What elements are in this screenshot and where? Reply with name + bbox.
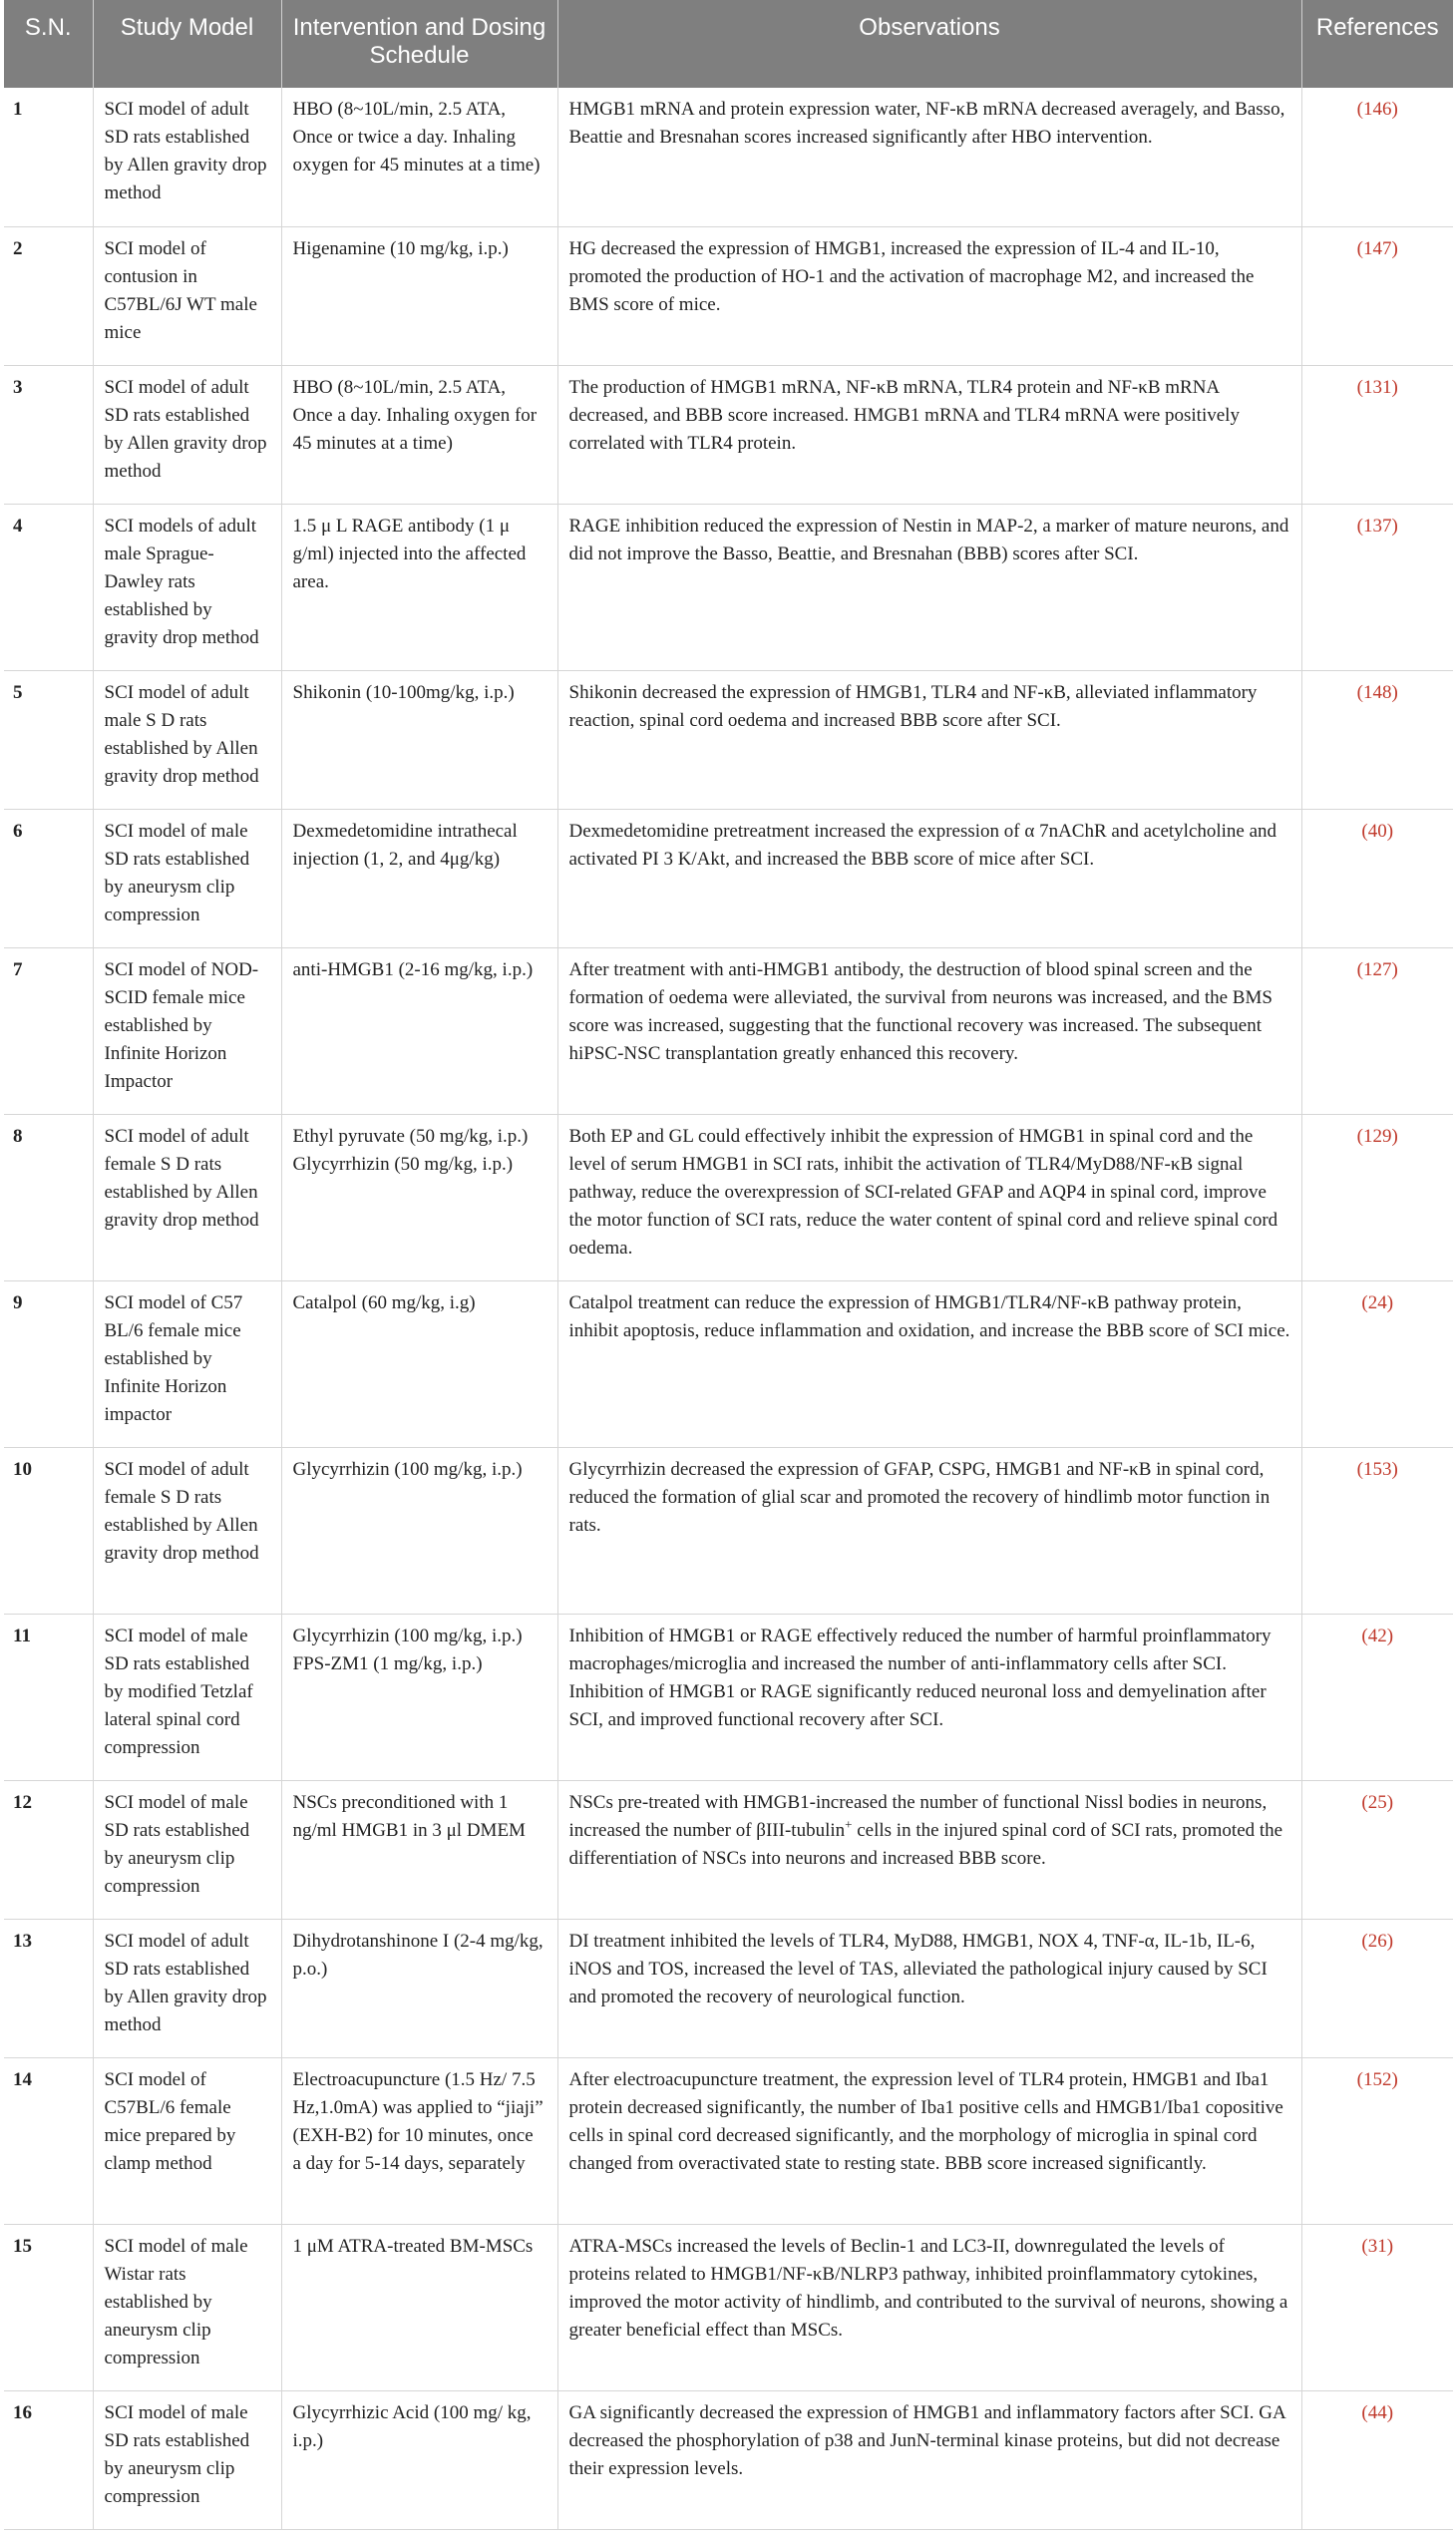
row-intervention (281, 1280, 557, 1447)
row-observations: Catalpol treatment can reduce the expression of HMGB1/TLR4/NF-κB pathway protein, inhibit apoptosis, reduce inflammation and oxidation, and increase the BBB score of SCI mice. (557, 1280, 1301, 1447)
row-reference-link[interactable]: (153) (1301, 1447, 1453, 1614)
row-observations: Dexmedetomidine pretreatment increased the expression of α 7nAChR and acetylcholine and activated PI 3 K/Akt, and increased the BBB score of mice after SCI. (557, 809, 1301, 947)
header-row (4, 0, 1453, 88)
table-row (4, 1114, 1453, 1280)
intervention-line: anti-HMGB1 (2-16 mg/kg, i.p.) (292, 958, 534, 980)
intervention-line: Glycyrrhizic Acid (100 mg/ kg, i.p.) (292, 2401, 532, 2451)
table-row (4, 88, 1453, 226)
row-intervention (281, 365, 557, 504)
row-intervention (281, 1614, 557, 1780)
table-row (4, 226, 1453, 365)
table-row (4, 1280, 1453, 1447)
row-intervention (281, 226, 557, 365)
intervention-line: Dexmedetomidine intrathecal injection (1, 2, and 4μg/kg) (292, 820, 518, 870)
row-reference-link[interactable]: (42) (1301, 1614, 1453, 1780)
row-study-model: SCI model of NOD-SCID female mice established by Infinite Horizon Impactor (93, 947, 281, 1114)
row-reference-link[interactable]: (129) (1301, 1114, 1453, 1280)
table-row (4, 1919, 1453, 2057)
row-observations: DI treatment inhibited the levels of TLR4, MyD88, HMGB1, NOX 4, TNF-α, IL-1b, IL-6, iNOS and TOS, increased the level of TAS, alleviated the pathological injury caused by SCI and promoted the recovery of neurological function. (557, 1919, 1301, 2057)
row-observations: ATRA-MSCs increased the levels of Beclin-1 and LC3-II, downregulated the levels of proteins related to HMGB1/NF-κB/NLRP3 pathway, inhibited proinflammatory cytokines, improved the motor activity of hindlimb, and contributed to the survival of neurons, showing a greater beneficial effect than MSCs. (557, 2224, 1301, 2390)
row-study-model: SCI model of male SD rats established by aneurysm clip compression (93, 1780, 281, 1919)
row-sn: 8 (13, 1125, 23, 1147)
row-study-model: SCI model of adult SD rats established by Allen gravity drop method (93, 1919, 281, 2057)
row-intervention (281, 1780, 557, 1919)
row-reference-link[interactable]: (127) (1301, 947, 1453, 1114)
intervention-line: Higenamine (10 mg/kg, i.p.) (292, 237, 509, 259)
row-sn: 7 (13, 958, 23, 980)
row-reference-link[interactable]: (146) (1301, 88, 1453, 226)
row-intervention (281, 2224, 557, 2390)
row-sn: 15 (13, 2235, 32, 2257)
row-sn: 2 (13, 237, 23, 259)
row-sn: 1 (13, 99, 23, 120)
row-intervention (281, 670, 557, 809)
row-sn: 11 (13, 1625, 31, 1646)
row-observations: RAGE inhibition reduced the expression of Nestin in MAP-2, a marker of mature neurons, and did not improve the Basso, Beattie, and Bresnahan (BBB) scores after SCI. (557, 504, 1301, 670)
row-intervention (281, 947, 557, 1114)
intervention-line: Glycyrrhizin (50 mg/kg, i.p.) (292, 1153, 514, 1175)
row-observations: The production of HMGB1 mRNA, NF-κB mRNA, TLR4 protein and NF-κB mRNA decreased, and BBB score increased. HMGB1 mRNA and TLR4 mRNA were positively correlated with TLR4 protein. (557, 365, 1301, 504)
table-row (4, 2390, 1453, 2529)
intervention-line: 1.5 μ L RAGE antibody (1 μ g/ml) injected into the affected area. (292, 515, 527, 592)
observations-text: cells in the injured spinal cord of SCI rats, promoted the differentiation of NSCs into neurons and increased BBB score. (568, 1819, 1283, 1869)
row-sn: 14 (13, 2068, 32, 2090)
table-row (4, 2224, 1453, 2390)
row-reference-link[interactable]: (25) (1301, 1780, 1453, 1919)
intervention-line: Electroacupuncture (1.5 Hz/ 7.5 Hz,1.0mA) was applied to “jiaji” (EXH-B2) for 10 minutes, once a day for 5-14 days, separately (292, 2068, 544, 2174)
intervention-line: Glycyrrhizin (100 mg/kg, i.p.) (292, 1625, 523, 1646)
data-table (4, 0, 1453, 2530)
row-study-model: SCI model of C57 BL/6 female mice established by Infinite Horizon impactor (93, 1280, 281, 1447)
row-sn: 6 (13, 820, 23, 842)
table-row (4, 1447, 1453, 1614)
table-row (4, 1780, 1453, 1919)
row-intervention (281, 1114, 557, 1280)
row-study-model: SCI models of adult male Sprague-Dawley rats established by gravity drop method (93, 504, 281, 670)
header-observations: Observations (557, 0, 1301, 88)
row-intervention (281, 1919, 557, 2057)
row-observations: GA significantly decreased the expression of HMGB1 and inflammatory factors after SCI. GA decreased the phosphorylation of p38 and JunN-terminal kinase proteins, but did not decrease their expression levels. (557, 2390, 1301, 2529)
intervention-line: HBO (8~10L/min, 2.5 ATA, Once a day. Inhaling oxygen for 45 minutes at a time) (292, 376, 538, 454)
row-sn: 12 (13, 1791, 32, 1813)
intervention-line: FPS-ZM1 (1 mg/kg, i.p.) (292, 1652, 483, 1674)
row-study-model: SCI model of adult female S D rats established by Allen gravity drop method (93, 1114, 281, 1280)
intervention-line: NSCs preconditioned with 1 ng/ml HMGB1 in 3 μl DMEM (292, 1791, 526, 1841)
row-observations: After treatment with anti-HMGB1 antibody, the destruction of blood spinal screen and the formation of oedema were alleviated, the survival from neurons was increased, and the BMS score was increased, suggesting that the functional recovery was increased. The subsequent hiPSC-NSC transplantation greatly enhanced this recovery. (557, 947, 1301, 1114)
row-reference-link[interactable]: (24) (1301, 1280, 1453, 1447)
table-row (4, 809, 1453, 947)
row-sn: 13 (13, 1930, 32, 1952)
row-reference-link[interactable]: (148) (1301, 670, 1453, 809)
intervention-line: Shikonin (10-100mg/kg, i.p.) (292, 681, 515, 703)
row-study-model: SCI model of adult female S D rats established by Allen gravity drop method (93, 1447, 281, 1614)
row-intervention (281, 2057, 557, 2224)
row-sn: 5 (13, 681, 23, 703)
observations-text: NSCs pre-treated with HMGB1-increased the number of functional Nissl bodies in neurons, increased the number of βIII-tubulin (568, 1791, 1268, 1841)
row-intervention (281, 1447, 557, 1614)
row-reference-link[interactable]: (40) (1301, 809, 1453, 947)
row-observations (557, 1780, 1301, 1919)
row-study-model: SCI model of male SD rats established by aneurysm clip compression (93, 809, 281, 947)
row-reference-link[interactable]: (147) (1301, 226, 1453, 365)
superscript: + (845, 1816, 853, 1832)
row-intervention (281, 504, 557, 670)
table-row (4, 670, 1453, 809)
row-study-model: SCI model of male Wistar rats established by aneurysm clip compression (93, 2224, 281, 2390)
row-study-model: SCI model of adult male S D rats established by Allen gravity drop method (93, 670, 281, 809)
table-row (4, 504, 1453, 670)
intervention-line: Glycyrrhizin (100 mg/kg, i.p.) (292, 1458, 523, 1480)
row-observations: Glycyrrhizin decreased the expression of GFAP, CSPG, HMGB1 and NF-κB in spinal cord, reduced the formation of glial scar and promoted the recovery of hindlimb motor function in rats. (557, 1447, 1301, 1614)
row-reference-link[interactable]: (26) (1301, 1919, 1453, 2057)
intervention-line: Dihydrotanshinone I (2-4 mg/kg, p.o.) (292, 1930, 544, 1980)
row-observations: Inhibition of HMGB1 or RAGE effectively reduced the number of harmful proinflammatory macrophages/microglia and increased the number of anti-inflammatory cells after SCI. Inhibition of HMGB1 or RAGE significantly reduced neuronal loss and demyelination after SCI, and improved functional recovery after SCI. (557, 1614, 1301, 1780)
row-intervention (281, 2390, 557, 2529)
header-study-model: Study Model (93, 0, 281, 88)
row-intervention (281, 88, 557, 226)
table-row (4, 1614, 1453, 1780)
row-sn: 16 (13, 2401, 32, 2423)
row-observations: HG decreased the expression of HMGB1, increased the expression of IL-4 and IL-10, promoted the production of HO-1 and the activation of macrophage M2, and increased the BMS score of mice. (557, 226, 1301, 365)
row-reference-link[interactable]: (31) (1301, 2224, 1453, 2390)
intervention-line: Catalpol (60 mg/kg, i.g) (292, 1291, 476, 1313)
row-sn: 10 (13, 1458, 32, 1480)
row-observations: Both EP and GL could effectively inhibit the expression of HMGB1 in spinal cord and the level of serum HMGB1 in SCI rats, inhibit the activation of TLR4/MyD88/NF-κB signal pathway, reduce the overexpression of SCI-related GFAP and AQP4 in spinal cord, improve the motor function of SCI rats, reduce the water content of spinal cord and relieve spinal cord oedema. (557, 1114, 1301, 1280)
row-observations: After electroacupuncture treatment, the expression level of TLR4 protein, HMGB1 and Iba1 protein decreased significantly, the number of Iba1 positive cells and HMGB1/Iba1 copositive cells in spinal cord decreased significantly, and the morphology of microglia in spinal cord changed from overactivated state to resting state. BBB score increased significantly. (557, 2057, 1301, 2224)
row-study-model: SCI model of contusion in C57BL/6J WT male mice (93, 226, 281, 365)
header-references: References (1301, 0, 1453, 88)
row-study-model: SCI model of adult SD rats established by Allen gravity drop method (93, 88, 281, 226)
row-reference-link[interactable]: (131) (1301, 365, 1453, 504)
row-study-model: SCI model of male SD rats established by aneurysm clip compression (93, 2390, 281, 2529)
row-study-model: SCI model of adult SD rats established by Allen gravity drop method (93, 365, 281, 504)
table-row (4, 2057, 1453, 2224)
table-body (4, 88, 1453, 2529)
intervention-line: HBO (8~10L/min, 2.5 ATA, Once or twice a day. Inhaling oxygen for 45 minutes at a time) (292, 99, 541, 176)
row-intervention (281, 809, 557, 947)
row-observations: Shikonin decreased the expression of HMGB1, TLR4 and NF-κB, alleviated inflammatory reaction, spinal cord oedema and increased BBB score after SCI. (557, 670, 1301, 809)
row-sn: 3 (13, 376, 23, 398)
header-intervention: Intervention and Dosing Schedule (281, 0, 557, 88)
row-study-model: SCI model of C57BL/6 female mice prepared by clamp method (93, 2057, 281, 2224)
row-study-model: SCI model of male SD rats established by modified Tetzlaf lateral spinal cord compression (93, 1614, 281, 1780)
table-header (4, 0, 1453, 88)
row-reference-link[interactable]: (152) (1301, 2057, 1453, 2224)
intervention-line: 1 μM ATRA-treated BM-MSCs (292, 2235, 534, 2257)
table-row (4, 947, 1453, 1114)
row-reference-link[interactable]: (44) (1301, 2390, 1453, 2529)
header-sn: S.N. (4, 0, 93, 88)
table-row (4, 365, 1453, 504)
intervention-line: Ethyl pyruvate (50 mg/kg, i.p.) (292, 1125, 529, 1147)
row-sn: 9 (13, 1291, 23, 1313)
row-reference-link[interactable]: (137) (1301, 504, 1453, 670)
row-sn: 4 (13, 515, 23, 537)
row-observations: HMGB1 mRNA and protein expression water, NF-κB mRNA decreased averagely, and Basso, Beattie and Bresnahan scores increased significantly after HBO intervention. (557, 88, 1301, 226)
